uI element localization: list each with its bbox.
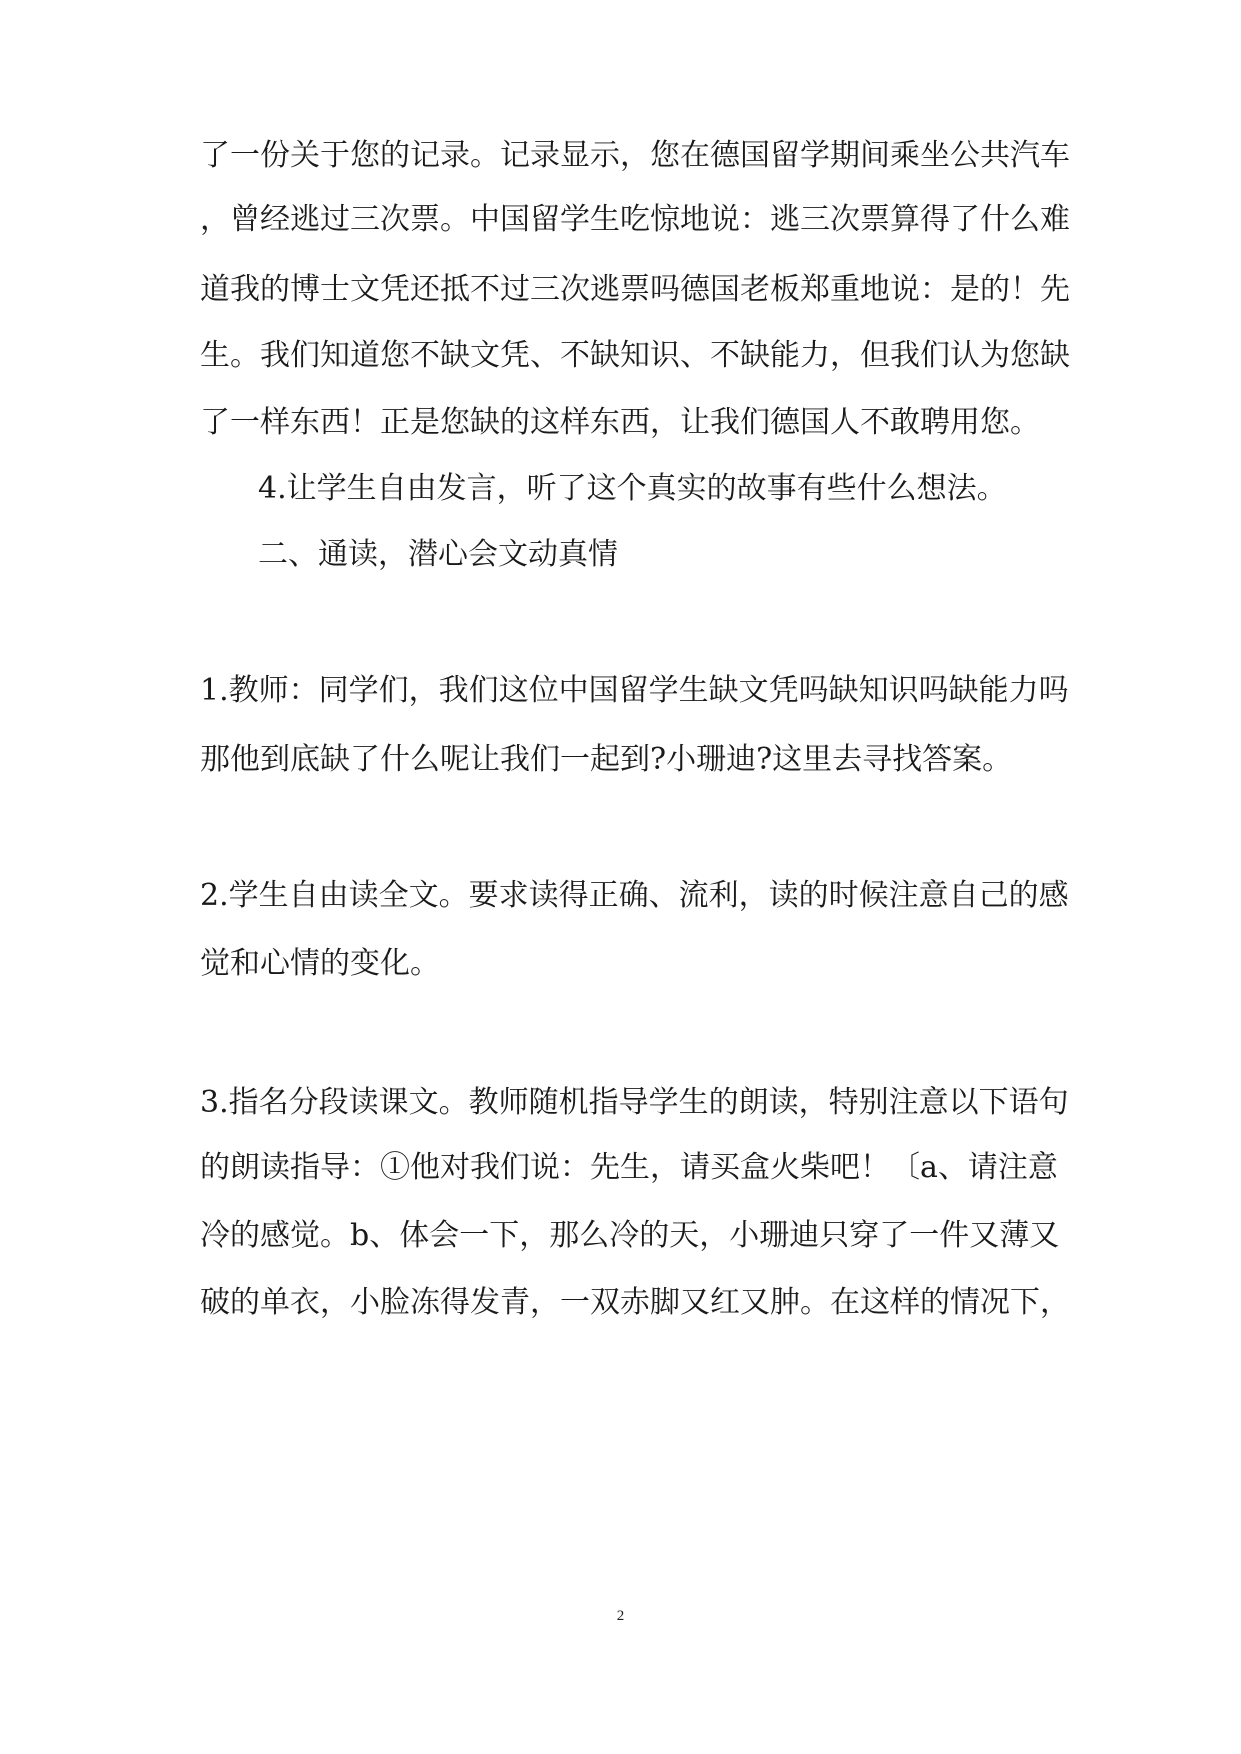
text-line: 了一份关于您的记录。记录显示，您在德国留学期间乘坐公共汽车 [200,138,1070,173]
text-line: 2.学生自由读全文。要求读得正确、流利，读的时候注意自己的感 [200,878,1069,913]
text-line: 3.指名分段读课文。教师随机指导学生的朗读，特别注意以下语句 [200,1085,1069,1120]
text-line: 道我的博士文凭还抵不过三次逃票吗德国老板郑重地说：是的！先 [200,272,1070,307]
text-line: 觉和心情的变化。 [200,946,440,981]
text-line: 了一样东西！正是您缺的这样东西，让我们德国人不敢聘用您。 [200,405,1040,440]
page-number: 2 [616,1608,625,1624]
text-line: 1.教师：同学们，我们这位中国留学生缺文凭吗缺知识吗缺能力吗 [200,673,1069,708]
paragraph-indented: 4.让学生自由发言，听了这个真实的故事有些什么想法。 [258,471,1007,506]
section-heading: 二、通读，潜心会文动真情 [258,537,618,572]
text-line: ，曾经逃过三次票。中国留学生吃惊地说：逃三次票算得了什么难 [200,202,1070,237]
text-line: 破的单衣，小脸冻得发青，一双赤脚又红又肿。在这样的情况下， [200,1285,1070,1320]
text-line: 冷的感觉。b、体会一下，那么冷的天，小珊迪只穿了一件又薄又 [200,1218,1060,1253]
text-line: 那他到底缺了什么呢让我们一起到?小珊迪?这里去寻找答案。 [200,742,1013,777]
text-line: 的朗读指导：①他对我们说：先生，请买盒火柴吧！〔a、请注意 [200,1150,1058,1185]
text-line: 生。我们知道您不缺文凭、不缺知识、不缺能力，但我们认为您缺 [200,338,1070,373]
